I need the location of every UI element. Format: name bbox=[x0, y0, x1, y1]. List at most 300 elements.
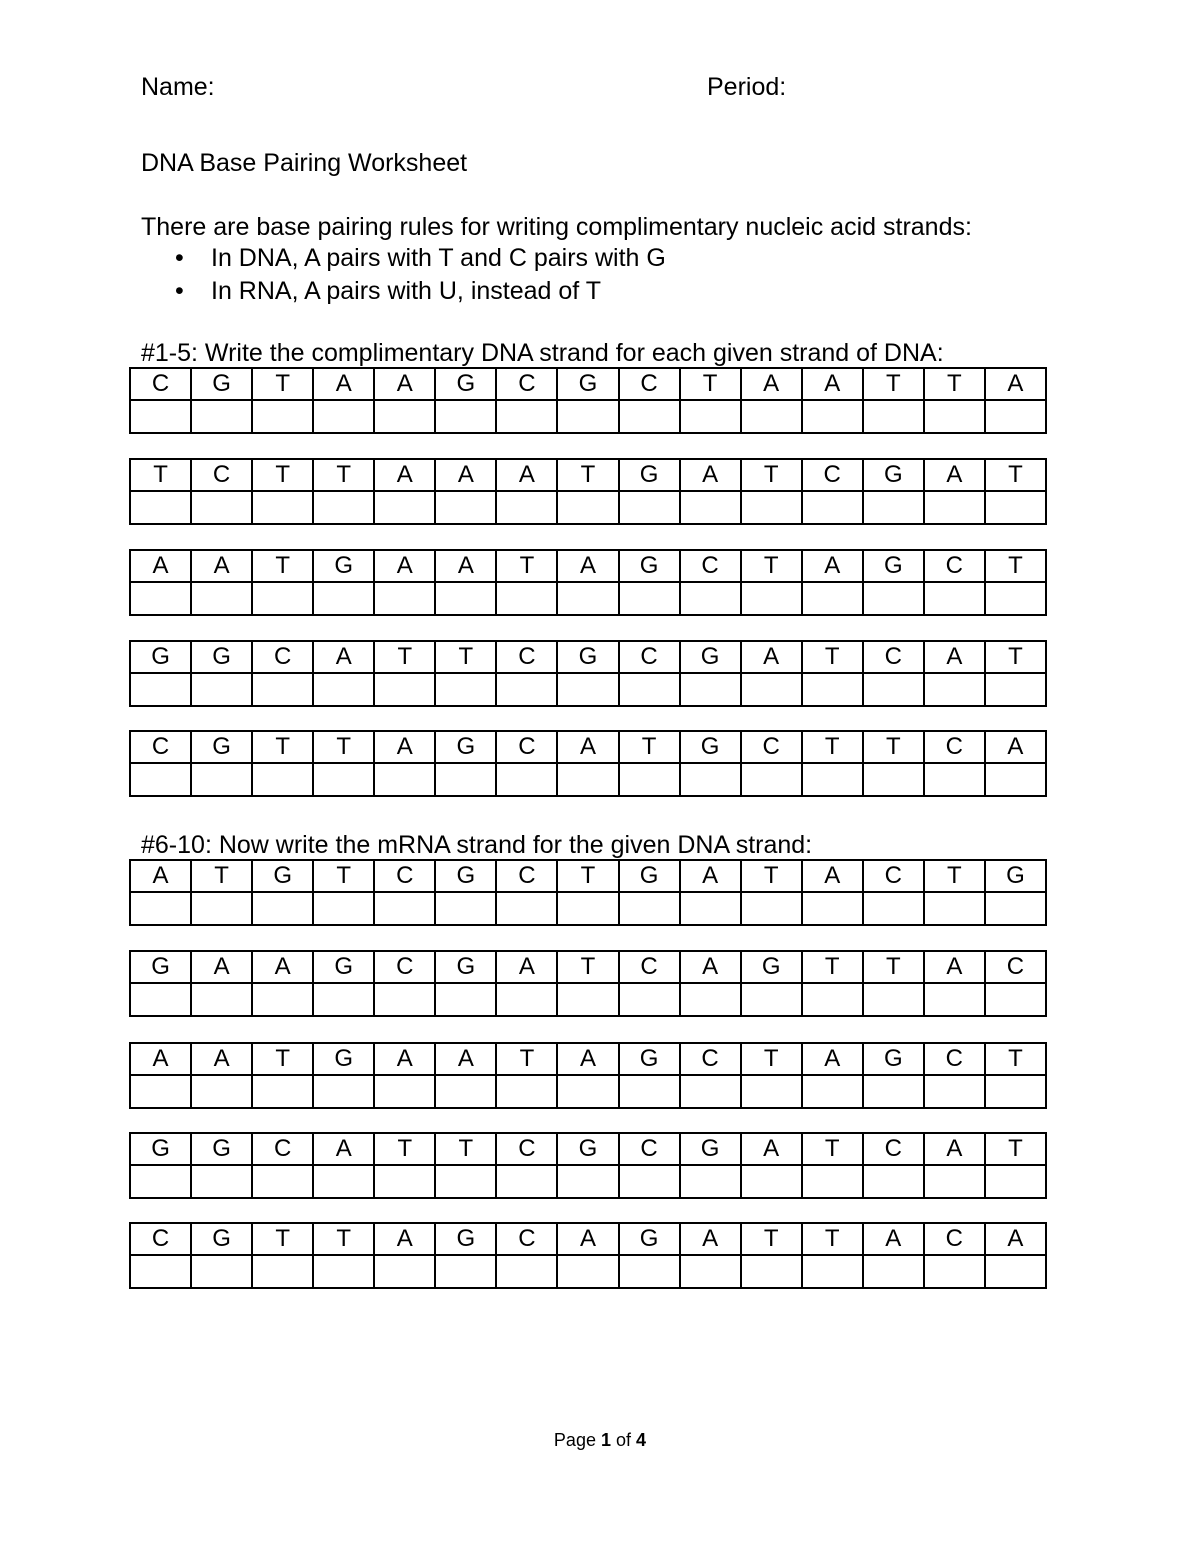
base-cell: C bbox=[863, 641, 924, 673]
answer-cell[interactable] bbox=[619, 400, 680, 433]
answer-row bbox=[130, 763, 1046, 796]
base-cell: G bbox=[435, 368, 496, 400]
base-cell: T bbox=[802, 1133, 863, 1165]
answer-cell[interactable] bbox=[191, 1255, 252, 1288]
answer-cell[interactable] bbox=[557, 673, 618, 706]
answer-cell[interactable] bbox=[619, 1255, 680, 1288]
answer-cell[interactable] bbox=[435, 763, 496, 796]
base-cell: G bbox=[619, 1223, 680, 1255]
answer-cell[interactable] bbox=[924, 892, 985, 925]
base-cell: C bbox=[802, 459, 863, 491]
base-cell: A bbox=[802, 860, 863, 892]
base-cell: C bbox=[252, 1133, 313, 1165]
answer-cell[interactable] bbox=[680, 400, 741, 433]
answer-cell[interactable] bbox=[130, 1165, 191, 1198]
base-cell: G bbox=[191, 1133, 252, 1165]
answer-cell[interactable] bbox=[741, 763, 802, 796]
answer-cell[interactable] bbox=[863, 892, 924, 925]
answer-cell[interactable] bbox=[619, 763, 680, 796]
base-cell: G bbox=[130, 951, 191, 983]
answer-cell[interactable] bbox=[130, 983, 191, 1016]
base-cell: T bbox=[191, 860, 252, 892]
answer-cell[interactable] bbox=[557, 1255, 618, 1288]
answer-cell[interactable] bbox=[130, 400, 191, 433]
base-cell: A bbox=[557, 731, 618, 763]
intro-text: There are base pairing rules for writing complimentary nucleic acid strands: bbox=[141, 213, 972, 241]
answer-cell[interactable] bbox=[863, 582, 924, 615]
answer-cell[interactable] bbox=[252, 1255, 313, 1288]
answer-cell[interactable] bbox=[496, 1075, 557, 1108]
answer-cell[interactable] bbox=[680, 1075, 741, 1108]
base-cell: A bbox=[924, 641, 985, 673]
answer-cell[interactable] bbox=[802, 763, 863, 796]
base-cell: G bbox=[557, 641, 618, 673]
answer-cell[interactable] bbox=[619, 491, 680, 524]
answer-cell[interactable] bbox=[924, 1255, 985, 1288]
answer-cell[interactable] bbox=[619, 1075, 680, 1108]
base-cell: A bbox=[374, 459, 435, 491]
answer-cell[interactable] bbox=[863, 1075, 924, 1108]
base-cell: A bbox=[374, 550, 435, 582]
answer-cell[interactable] bbox=[130, 892, 191, 925]
base-cell: T bbox=[802, 731, 863, 763]
base-cell: G bbox=[130, 641, 191, 673]
answer-cell[interactable] bbox=[191, 983, 252, 1016]
answer-cell[interactable] bbox=[191, 400, 252, 433]
answer-cell[interactable] bbox=[985, 763, 1046, 796]
base-cell: A bbox=[680, 860, 741, 892]
base-cell: G bbox=[619, 860, 680, 892]
answer-cell[interactable] bbox=[557, 1075, 618, 1108]
base-cell: T bbox=[680, 368, 741, 400]
answer-cell[interactable] bbox=[435, 1255, 496, 1288]
base-cell: C bbox=[130, 368, 191, 400]
mrna-strand-table bbox=[129, 1132, 1047, 1199]
answer-cell[interactable] bbox=[741, 892, 802, 925]
answer-cell[interactable] bbox=[252, 673, 313, 706]
answer-cell[interactable] bbox=[130, 763, 191, 796]
base-cell: T bbox=[619, 731, 680, 763]
base-cell: G bbox=[985, 860, 1046, 892]
rule-item bbox=[175, 243, 666, 273]
answer-cell[interactable] bbox=[313, 491, 374, 524]
base-cell: C bbox=[130, 1223, 191, 1255]
answer-cell[interactable] bbox=[557, 491, 618, 524]
base-cell: T bbox=[252, 1043, 313, 1075]
base-cell: T bbox=[863, 731, 924, 763]
answer-cell[interactable] bbox=[680, 983, 741, 1016]
base-cell: T bbox=[924, 860, 985, 892]
answer-cell[interactable] bbox=[252, 1165, 313, 1198]
answer-row bbox=[130, 400, 1046, 433]
base-cell: C bbox=[252, 641, 313, 673]
answer-cell[interactable] bbox=[374, 892, 435, 925]
answer-cell[interactable] bbox=[741, 1165, 802, 1198]
answer-cell[interactable] bbox=[680, 491, 741, 524]
given-strand-row bbox=[130, 1043, 1046, 1075]
answer-cell[interactable] bbox=[985, 1075, 1046, 1108]
base-cell: G bbox=[619, 550, 680, 582]
base-cell: A bbox=[130, 1043, 191, 1075]
of-word: of bbox=[616, 1430, 632, 1450]
answer-cell[interactable] bbox=[374, 983, 435, 1016]
base-cell: C bbox=[741, 731, 802, 763]
answer-cell[interactable] bbox=[802, 400, 863, 433]
answer-cell[interactable] bbox=[435, 491, 496, 524]
base-cell: T bbox=[313, 860, 374, 892]
dna-strand-table bbox=[129, 640, 1047, 707]
answer-cell[interactable] bbox=[374, 763, 435, 796]
base-cell: G bbox=[741, 951, 802, 983]
answer-cell[interactable] bbox=[496, 1255, 557, 1288]
base-cell: A bbox=[802, 550, 863, 582]
answer-cell[interactable] bbox=[191, 491, 252, 524]
answer-cell[interactable] bbox=[619, 582, 680, 615]
base-cell: G bbox=[435, 731, 496, 763]
answer-cell[interactable] bbox=[802, 1255, 863, 1288]
base-cell: C bbox=[496, 641, 557, 673]
answer-cell[interactable] bbox=[802, 892, 863, 925]
answer-cell[interactable] bbox=[924, 983, 985, 1016]
worksheet-title: DNA Base Pairing Worksheet bbox=[141, 149, 468, 177]
given-strand-row bbox=[130, 550, 1046, 582]
base-cell: T bbox=[741, 1223, 802, 1255]
mrna-strand-table bbox=[129, 859, 1047, 926]
base-cell: A bbox=[985, 731, 1046, 763]
base-cell: T bbox=[557, 951, 618, 983]
answer-cell[interactable] bbox=[313, 763, 374, 796]
base-cell: G bbox=[863, 1043, 924, 1075]
base-cell: A bbox=[252, 951, 313, 983]
base-cell: C bbox=[680, 1043, 741, 1075]
base-cell: A bbox=[680, 951, 741, 983]
answer-cell[interactable] bbox=[496, 673, 557, 706]
base-cell: A bbox=[374, 1043, 435, 1075]
base-cell: C bbox=[496, 1223, 557, 1255]
answer-cell[interactable] bbox=[924, 1165, 985, 1198]
base-cell: C bbox=[924, 550, 985, 582]
answer-cell[interactable] bbox=[496, 892, 557, 925]
answer-cell[interactable] bbox=[435, 1165, 496, 1198]
answer-cell[interactable] bbox=[924, 763, 985, 796]
answer-cell[interactable] bbox=[496, 582, 557, 615]
answer-cell[interactable] bbox=[191, 1165, 252, 1198]
answer-cell[interactable] bbox=[924, 400, 985, 433]
given-strand-row bbox=[130, 641, 1046, 673]
answer-cell[interactable] bbox=[435, 892, 496, 925]
base-cell: T bbox=[374, 641, 435, 673]
base-cell: A bbox=[435, 550, 496, 582]
answer-cell[interactable] bbox=[863, 983, 924, 1016]
base-cell: C bbox=[191, 459, 252, 491]
page-word: Page bbox=[553, 1430, 596, 1450]
page-footer bbox=[0, 1430, 1200, 1451]
answer-cell[interactable] bbox=[680, 582, 741, 615]
base-cell: C bbox=[496, 731, 557, 763]
base-cell: T bbox=[863, 368, 924, 400]
base-cell: C bbox=[985, 951, 1046, 983]
answer-cell[interactable] bbox=[741, 1075, 802, 1108]
answer-cell[interactable] bbox=[435, 1075, 496, 1108]
answer-row bbox=[130, 491, 1046, 524]
base-cell: T bbox=[252, 459, 313, 491]
base-cell: A bbox=[130, 860, 191, 892]
answer-cell[interactable] bbox=[435, 400, 496, 433]
base-cell: T bbox=[313, 459, 374, 491]
given-strand-row bbox=[130, 731, 1046, 763]
base-cell: A bbox=[924, 1133, 985, 1165]
answer-cell[interactable] bbox=[863, 491, 924, 524]
answer-cell[interactable] bbox=[496, 983, 557, 1016]
answer-cell[interactable] bbox=[313, 400, 374, 433]
base-cell: A bbox=[741, 368, 802, 400]
given-strand-row bbox=[130, 860, 1046, 892]
answer-cell[interactable] bbox=[374, 1075, 435, 1108]
answer-cell[interactable] bbox=[313, 1165, 374, 1198]
base-cell: A bbox=[680, 459, 741, 491]
base-cell: T bbox=[741, 550, 802, 582]
answer-cell[interactable] bbox=[191, 582, 252, 615]
answer-cell[interactable] bbox=[619, 1165, 680, 1198]
answer-cell[interactable] bbox=[496, 1165, 557, 1198]
base-cell: A bbox=[802, 368, 863, 400]
answer-cell[interactable] bbox=[252, 892, 313, 925]
base-cell: A bbox=[741, 641, 802, 673]
base-cell: C bbox=[680, 550, 741, 582]
answer-cell[interactable] bbox=[252, 983, 313, 1016]
base-cell: T bbox=[313, 1223, 374, 1255]
answer-cell[interactable] bbox=[313, 1255, 374, 1288]
given-strand-row bbox=[130, 951, 1046, 983]
answer-cell[interactable] bbox=[557, 892, 618, 925]
answer-cell[interactable] bbox=[985, 1165, 1046, 1198]
base-cell: C bbox=[496, 860, 557, 892]
base-cell: A bbox=[313, 1133, 374, 1165]
answer-cell[interactable] bbox=[130, 582, 191, 615]
answer-cell[interactable] bbox=[802, 983, 863, 1016]
answer-cell[interactable] bbox=[496, 491, 557, 524]
answer-cell[interactable] bbox=[435, 582, 496, 615]
answer-cell[interactable] bbox=[619, 673, 680, 706]
base-cell: C bbox=[619, 641, 680, 673]
base-cell: T bbox=[985, 1133, 1046, 1165]
answer-cell[interactable] bbox=[985, 400, 1046, 433]
answer-cell[interactable] bbox=[680, 892, 741, 925]
answer-cell[interactable] bbox=[924, 673, 985, 706]
mrna-strand-table bbox=[129, 1222, 1047, 1289]
base-cell: T bbox=[741, 459, 802, 491]
answer-cell[interactable] bbox=[130, 1255, 191, 1288]
answer-cell[interactable] bbox=[191, 892, 252, 925]
answer-cell[interactable] bbox=[680, 1165, 741, 1198]
answer-cell[interactable] bbox=[863, 763, 924, 796]
base-cell: C bbox=[924, 1223, 985, 1255]
rule-text: In DNA, A pairs with T and C pairs with G bbox=[211, 244, 666, 272]
dna-strand-table bbox=[129, 458, 1047, 525]
answer-cell[interactable] bbox=[802, 1165, 863, 1198]
answer-cell[interactable] bbox=[741, 582, 802, 615]
base-cell: C bbox=[130, 731, 191, 763]
base-cell: A bbox=[374, 1223, 435, 1255]
base-cell: A bbox=[191, 550, 252, 582]
base-cell: T bbox=[985, 641, 1046, 673]
answer-cell[interactable] bbox=[313, 673, 374, 706]
base-cell: A bbox=[191, 951, 252, 983]
answer-cell[interactable] bbox=[680, 673, 741, 706]
base-cell: C bbox=[924, 731, 985, 763]
base-cell: A bbox=[374, 368, 435, 400]
base-cell: G bbox=[680, 1133, 741, 1165]
answer-cell[interactable] bbox=[252, 400, 313, 433]
answer-cell[interactable] bbox=[741, 491, 802, 524]
dna-strand-table bbox=[129, 549, 1047, 616]
base-cell: A bbox=[435, 459, 496, 491]
answer-cell[interactable] bbox=[130, 491, 191, 524]
base-cell: G bbox=[863, 459, 924, 491]
answer-cell[interactable] bbox=[924, 491, 985, 524]
base-cell: G bbox=[130, 1133, 191, 1165]
answer-cell[interactable] bbox=[374, 673, 435, 706]
base-cell: A bbox=[924, 951, 985, 983]
answer-cell[interactable] bbox=[374, 400, 435, 433]
base-cell: T bbox=[985, 1043, 1046, 1075]
base-cell: T bbox=[252, 1223, 313, 1255]
answer-row bbox=[130, 1165, 1046, 1198]
answer-cell[interactable] bbox=[619, 892, 680, 925]
answer-cell[interactable] bbox=[557, 763, 618, 796]
answer-cell[interactable] bbox=[985, 983, 1046, 1016]
answer-cell[interactable] bbox=[863, 1165, 924, 1198]
answer-cell[interactable] bbox=[557, 1165, 618, 1198]
answer-row bbox=[130, 1075, 1046, 1108]
base-cell: T bbox=[313, 731, 374, 763]
answer-cell[interactable] bbox=[985, 673, 1046, 706]
answer-cell[interactable] bbox=[741, 1255, 802, 1288]
base-cell: T bbox=[435, 1133, 496, 1165]
answer-cell[interactable] bbox=[557, 983, 618, 1016]
base-cell: A bbox=[985, 1223, 1046, 1255]
base-cell: G bbox=[191, 1223, 252, 1255]
base-cell: G bbox=[313, 1043, 374, 1075]
answer-cell[interactable] bbox=[557, 582, 618, 615]
answer-cell[interactable] bbox=[313, 983, 374, 1016]
answer-cell[interactable] bbox=[619, 983, 680, 1016]
base-cell: A bbox=[496, 951, 557, 983]
base-cell: G bbox=[313, 951, 374, 983]
answer-cell[interactable] bbox=[191, 1075, 252, 1108]
answer-cell[interactable] bbox=[435, 983, 496, 1016]
base-cell: T bbox=[741, 1043, 802, 1075]
base-cell: G bbox=[435, 1223, 496, 1255]
answer-cell[interactable] bbox=[496, 400, 557, 433]
answer-cell[interactable] bbox=[680, 763, 741, 796]
section-1-heading: #1-5: Write the complimentary DNA strand for each given strand of DNA: bbox=[141, 339, 944, 367]
answer-cell[interactable] bbox=[741, 983, 802, 1016]
answer-cell[interactable] bbox=[496, 763, 557, 796]
answer-cell[interactable] bbox=[313, 1075, 374, 1108]
answer-cell[interactable] bbox=[863, 1255, 924, 1288]
answer-cell[interactable] bbox=[435, 673, 496, 706]
base-cell: G bbox=[191, 368, 252, 400]
base-cell: T bbox=[130, 459, 191, 491]
answer-cell[interactable] bbox=[741, 400, 802, 433]
answer-cell[interactable] bbox=[130, 1075, 191, 1108]
answer-cell[interactable] bbox=[313, 582, 374, 615]
answer-cell[interactable] bbox=[741, 673, 802, 706]
answer-cell[interactable] bbox=[191, 763, 252, 796]
answer-cell[interactable] bbox=[252, 1075, 313, 1108]
base-cell: T bbox=[252, 550, 313, 582]
answer-row bbox=[130, 983, 1046, 1016]
base-cell: G bbox=[191, 641, 252, 673]
base-cell: C bbox=[619, 368, 680, 400]
base-cell: C bbox=[496, 1133, 557, 1165]
base-cell: T bbox=[863, 951, 924, 983]
answer-cell[interactable] bbox=[374, 491, 435, 524]
base-cell: T bbox=[985, 550, 1046, 582]
base-cell: C bbox=[374, 951, 435, 983]
rule-item bbox=[175, 276, 601, 306]
answer-cell[interactable] bbox=[374, 1255, 435, 1288]
answer-cell[interactable] bbox=[313, 892, 374, 925]
answer-cell[interactable] bbox=[374, 582, 435, 615]
base-cell: C bbox=[924, 1043, 985, 1075]
base-cell: C bbox=[619, 1133, 680, 1165]
base-cell: G bbox=[435, 860, 496, 892]
base-cell: A bbox=[374, 731, 435, 763]
answer-cell[interactable] bbox=[557, 400, 618, 433]
base-cell: G bbox=[619, 459, 680, 491]
base-cell: G bbox=[252, 860, 313, 892]
answer-cell[interactable] bbox=[985, 582, 1046, 615]
answer-cell[interactable] bbox=[863, 673, 924, 706]
answer-cell[interactable] bbox=[985, 1255, 1046, 1288]
answer-cell[interactable] bbox=[252, 763, 313, 796]
given-strand-row bbox=[130, 368, 1046, 400]
answer-cell[interactable] bbox=[924, 582, 985, 615]
base-cell: G bbox=[680, 731, 741, 763]
answer-cell[interactable] bbox=[130, 673, 191, 706]
answer-cell[interactable] bbox=[252, 582, 313, 615]
base-cell: T bbox=[924, 368, 985, 400]
mrna-strand-table bbox=[129, 1042, 1047, 1109]
answer-cell[interactable] bbox=[191, 673, 252, 706]
base-cell: A bbox=[802, 1043, 863, 1075]
answer-cell[interactable] bbox=[924, 1075, 985, 1108]
answer-cell[interactable] bbox=[374, 1165, 435, 1198]
base-cell: G bbox=[619, 1043, 680, 1075]
answer-cell[interactable] bbox=[252, 491, 313, 524]
answer-cell[interactable] bbox=[802, 491, 863, 524]
base-cell: A bbox=[985, 368, 1046, 400]
base-cell: C bbox=[863, 860, 924, 892]
base-cell: T bbox=[557, 459, 618, 491]
section-2-heading: #6-10: Now write the mRNA strand for the given DNA strand: bbox=[141, 831, 813, 859]
base-cell: G bbox=[680, 641, 741, 673]
name-label: Name: bbox=[141, 73, 215, 101]
base-cell: C bbox=[496, 368, 557, 400]
answer-cell[interactable] bbox=[802, 1075, 863, 1108]
base-cell: T bbox=[252, 368, 313, 400]
answer-cell[interactable] bbox=[802, 673, 863, 706]
answer-cell[interactable] bbox=[680, 1255, 741, 1288]
rule-text: In RNA, A pairs with U, instead of T bbox=[211, 277, 601, 305]
answer-cell[interactable] bbox=[985, 892, 1046, 925]
answer-cell[interactable] bbox=[802, 582, 863, 615]
base-cell: T bbox=[802, 1223, 863, 1255]
answer-cell[interactable] bbox=[985, 491, 1046, 524]
answer-cell[interactable] bbox=[863, 400, 924, 433]
